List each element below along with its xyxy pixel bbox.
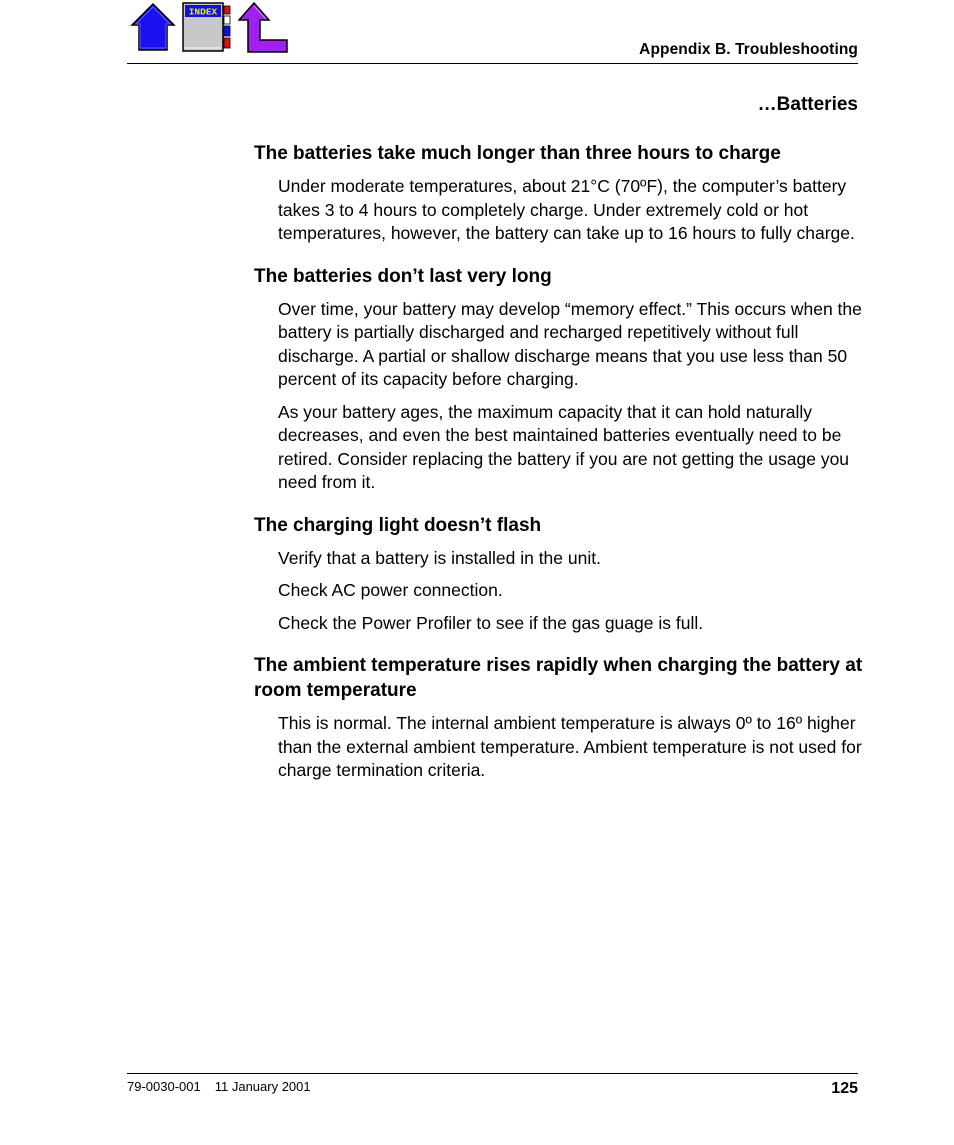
- page-number: 125: [831, 1080, 858, 1097]
- topic-slow-charge: [254, 141, 864, 246]
- up-button[interactable]: [238, 2, 288, 54]
- header-divider: [127, 63, 858, 64]
- up-arrow-icon: [238, 2, 288, 54]
- topic-charging-light: [254, 513, 864, 636]
- index-button[interactable]: [182, 2, 232, 52]
- doc-number: 79-0030-001: [127, 1079, 201, 1094]
- home-icon: [130, 2, 176, 52]
- home-button[interactable]: [130, 2, 176, 52]
- index-label: INDEX: [188, 6, 218, 18]
- topic-paragraph: Under moderate temperatures, about 21°C (70ºF), the computer’s battery takes 3 to 4 hours to completely charge. Under extremely cold or hot temperatures, however, the battery can take up to 16 hours to fully charge.: [278, 176, 855, 243]
- topic-ambient-temperature: [254, 653, 864, 783]
- running-header: Appendix B. Troubleshooting: [639, 41, 858, 58]
- footer-divider: [127, 1073, 858, 1074]
- footer-doc-info: [127, 1079, 311, 1094]
- topic-heading: The batteries don’t last very long: [254, 265, 552, 287]
- topic-paragraph: Over time, your battery may develop “memory effect.” This occurs when the battery is partially discharged and recharged repetitively without full discharge. A partial or shallow discharge means that you use less than 50 percent of its capacity before charging.: [278, 298, 862, 389]
- topic-heading: The charging light doesn’t flash: [254, 514, 542, 536]
- section-title: …Batteries: [757, 94, 858, 115]
- topic-paragraph: Check the Power Profiler to see if the gas guage is full.: [278, 612, 704, 633]
- topic-paragraph: This is normal. The internal ambient temperature is always 0º to 16º higher than the external ambient temperature. Ambient temperature is not used for charge termination criteria.: [278, 713, 862, 780]
- topic-paragraph: Check AC power connection.: [278, 580, 503, 600]
- topic-heading: The ambient temperature rises rapidly when charging the battery at room temperature: [254, 655, 863, 701]
- topic-short-battery-life: [254, 264, 864, 495]
- troubleshooting-content: [254, 141, 864, 801]
- topic-paragraph: Verify that a battery is installed in the unit.: [278, 547, 601, 568]
- topic-heading: The batteries take much longer than three hours to charge: [254, 143, 781, 164]
- topic-paragraph: As your battery ages, the maximum capacity that it can hold naturally decreases, and even the best maintained batteries eventually need to be retired. Consider replacing the battery if you are not getting the usage you need from it.: [278, 401, 850, 492]
- doc-date: 11 January 2001: [214, 1079, 311, 1094]
- index-icon: [182, 2, 232, 52]
